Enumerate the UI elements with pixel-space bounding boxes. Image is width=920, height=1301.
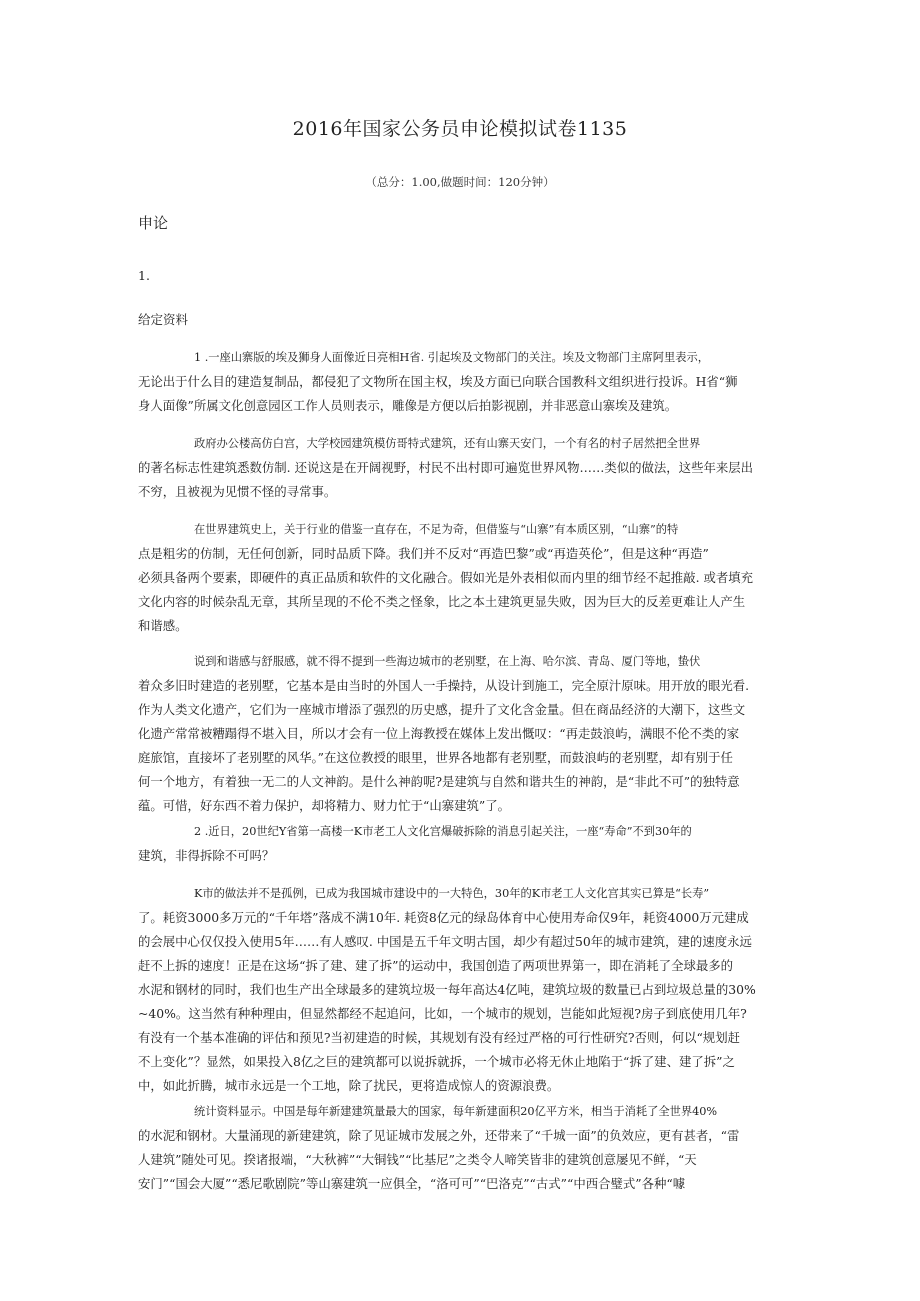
text-line: 无论出于什么目的建造复制品，都侵犯了文物所在国主权，埃及方面已向联合国教科文组织进行投诉。H省“狮 [138, 374, 738, 389]
text-line: 作为人类文化遗产，它们为一座城市增添了强烈的历史感，提升了文化含金量。但在商品经济的大潮下，这些文 [138, 702, 746, 717]
text-line: 何一个地方，有着独一无二的人文神韵。是什么神韵呢?是建筑与自然和谐共生的神韵，是“非此不可”的独特意 [138, 774, 740, 789]
paragraph-1 [138, 346, 784, 418]
text-line: 统计资料显示。中国是每年新建建筑量最大的国家，每年新建面积20亿平方米，相当于消耗了全世界40% [194, 1105, 718, 1118]
text-line: 庭旅馆，直接坏了老别墅的风华。”在这位教授的眼里，世界各地都有老别墅，而鼓浪屿的老别墅，却有别于任 [138, 750, 733, 765]
text-line: 水泥和钢材的同时，我们也生产出全球最多的建筑垃圾一每年高达4亿吨，建筑垃圾的数量已占到垃圾总量的30% [138, 982, 756, 997]
text-line: 中，如此折腾，城市永远是一个工地，除了扰民，更将造成惊人的资源浪费。 [138, 1078, 560, 1093]
text-line: 赶不上拆的速度！正是在这场“拆了建、建了拆”的运动中，我国创造了两项世界第一，即在消耗了全球最多的 [138, 958, 734, 973]
text-line: 在世界建筑史上，关于行业的借鉴一直存在，不足为奇，但借鉴与“山寨”有本质区别，“山寨”的特 [194, 523, 679, 536]
text-line: 了。耗资3000多万元的“千年塔”落成不满10年. 耗资8亿元的绿岛体育中心使用寿命仅9年，耗资4000万元建成 [138, 910, 749, 925]
text-line: 1 .一座山寨版的埃及狮身人面像近日亮相H省. 引起埃及文物部门的关注。埃及文物部门主席阿里表示， [194, 351, 710, 364]
paragraph-6 [138, 882, 784, 1098]
paragraph-2 [138, 432, 784, 504]
text-line: 着众多旧时建造的老别墅，它基本是由当时的外国人一手操持，从设计到施工，完全原汁原味。用开放的眼光看. [138, 678, 750, 693]
text-line: 点是粗劣的仿制，无任何创新，同时品质下降。我们并不反对“再造巴黎”或“再造英伦”，但是这种“再造” [138, 546, 709, 561]
given-materials-label: 给定资料 [138, 312, 189, 327]
text-line: 身人面像”所属文化创意园区工作人员则表示，雕像是方便以后拍影视剧，并非恶意山寨埃及建筑。 [138, 398, 678, 413]
score-time-line: （总分：1.00,做题时间：120分钟） [365, 175, 555, 189]
paragraph-3 [138, 518, 784, 638]
text-line: 和谐感。 [138, 618, 188, 633]
text-line: 的著名标志性建筑悉数仿制. 还说这是在开阔视野，村民不出村即可遍览世界风物……类似的做法，这些年来层出 [138, 460, 754, 475]
text-line: 的水泥和钢材。大量涌现的新建建筑，除了见证城市发展之外，还带来了“千城一面”的负效应，更有甚者，“雷 [138, 1128, 740, 1143]
question-number: 1. [138, 268, 150, 283]
text-line: 政府办公楼高仿白宫，大学校园建筑模仿哥特式建筑，还有山寨天安门，一个有名的村子居然把全世界 [194, 437, 701, 450]
text-line: K市的做法并不是孤例，已成为我国城市建设中的一大特色，30年的K市老工人文化宫其实已算是“长寿” [194, 887, 710, 900]
text-line: 建筑，非得拆除不可吗？ [138, 848, 275, 863]
paragraph-4 [138, 650, 784, 818]
text-line: 必须具备两个要素，即硬件的真正品质和软件的文化融合。假如光是外表相似而内里的细节经不起推敲. 或者填充 [138, 570, 754, 585]
text-line: 不穷，且被视为见惯不怪的寻常事。 [138, 484, 337, 499]
paragraph-5 [138, 820, 784, 868]
text-line: 安门”“国会大厦”“悉尼歌剧院”等山寨建筑一应俱全，“洛可可”“巴洛克”“古式”“中西合璧式”各种“噱 [138, 1176, 686, 1191]
text-line: 蕴。可惜，好东西不着力保护，却将精力、财力忙于“山寨建筑”了。 [138, 798, 510, 813]
section-heading: 申论 [138, 214, 169, 232]
paragraph-7 [138, 1100, 784, 1196]
text-line: 人建筑”随处可见。揆诸报端，“大秋裤”“大铜钱”“比基尼”之类令人啼笑皆非的建筑创意屡见不鲜，“天 [138, 1152, 697, 1167]
document-title: 2016年国家公务员申论模拟试卷1135 [292, 118, 628, 140]
text-line: 说到和谐感与舒服感，就不得不提到一些海边城市的老别墅，在上海、哈尔滨、青岛、厦门等地，蛰伏 [194, 655, 701, 668]
text-line: 的会展中心仅仅投入使用5年……有人感叹. 中国是五千年文明古国，却少有超过50年的城市建筑，建的速度永远 [138, 934, 752, 949]
text-line: 有没有一个基本准确的评估和预见?当初建造的时候，其规划有没有经过严格的可行性研究?否则，何以“规划赶 [138, 1030, 740, 1045]
text-line: 不上变化”？显然，如果投入8亿之巨的建筑都可以说拆就拆，一个城市必将无休止地陷于“拆了建、建了拆”之 [138, 1054, 735, 1069]
text-line: 文化内容的时候杂乱无章，其所呈现的不伦不类之怪象，比之本土建筑更显失败，因为巨大的反差更难让人产生 [138, 594, 746, 609]
text-line: 2 .近日，20世纪Y省第一高楼一K市老工人文化宫爆破拆除的消息引起关注，一座“寿命”不到30年的 [194, 825, 692, 838]
text-line: ~40%。这当然有种种理由，但显然都经不起追问，比如，一个城市的规划，岂能如此短视?房子到底使用几年? [138, 1006, 747, 1021]
text-line: 化遗产常常被糟蹋得不堪入目，所以才会有一位上海教授在媒体上发出慨叹：“再走鼓浪屿，满眼不伦不类的家 [138, 726, 740, 741]
